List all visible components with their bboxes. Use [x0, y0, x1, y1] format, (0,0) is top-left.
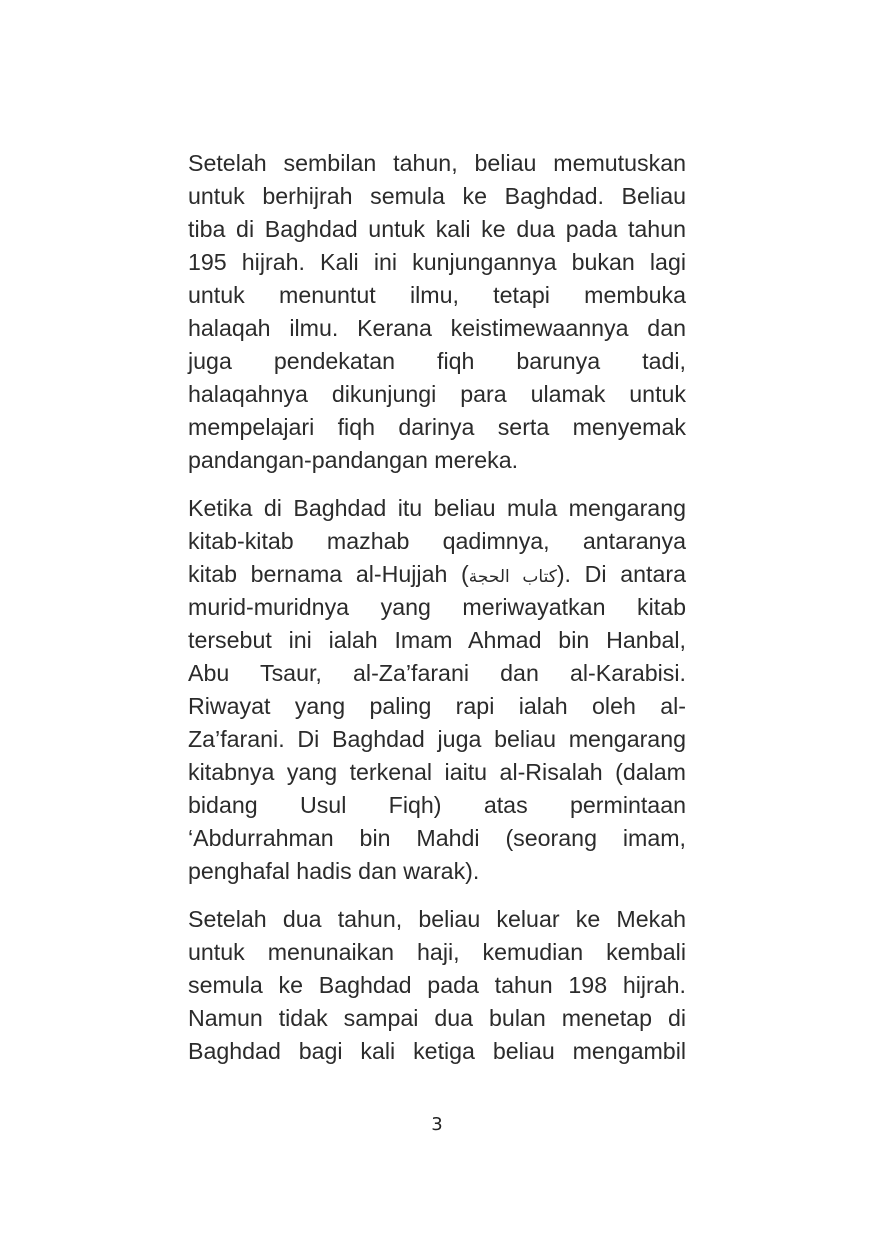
- text-segment: kitab bernama al-Hujjah (: [188, 561, 469, 587]
- text-line: Namun tidak sampai dua bulan menetap di: [188, 1005, 686, 1031]
- paragraph-1: [188, 147, 686, 477]
- text-line: tiba di Baghdad untuk kali ke dua pada tahun: [188, 216, 686, 242]
- text-line: tersebut ini ialah Imam Ahmad bin Hanbal,: [188, 627, 686, 653]
- text-line: kitabnya yang terkenal iaitu al-Risalah (dalam: [188, 759, 686, 785]
- page-number: 3: [431, 1114, 443, 1135]
- text-line: untuk menuntut ilmu, tetapi membuka: [188, 282, 686, 308]
- text-line: untuk berhijrah semula ke Baghdad. Beliau: [188, 183, 686, 209]
- text-line: halaqah ilmu. Kerana keistimewaannya dan: [188, 315, 686, 341]
- body-text: [188, 147, 686, 1083]
- text-line: mempelajari fiqh darinya serta menyemak: [188, 414, 686, 440]
- text-segment: ). Di antara: [556, 561, 686, 587]
- text-line-with-arabic: [188, 558, 686, 591]
- text-line: Baghdad bagi kali ketiga beliau mengambil: [188, 1038, 686, 1064]
- paragraph-3: [188, 903, 686, 1068]
- text-line: ‘Abdurrahman bin Mahdi (seorang imam,: [188, 825, 686, 851]
- text-line: semula ke Baghdad pada tahun 198 hijrah.: [188, 972, 686, 998]
- text-line: murid-muridnya yang meriwayatkan kitab: [188, 594, 686, 620]
- text-line: Za’farani. Di Baghdad juga beliau mengarang: [188, 726, 686, 752]
- arabic-book-title: كتاب الحجة: [468, 567, 557, 587]
- text-line: pandangan-pandangan mereka.: [188, 447, 519, 473]
- text-line: 195 hijrah. Kali ini kunjungannya bukan lagi: [188, 249, 686, 275]
- text-line: Abu Tsaur, al-Za’farani dan al-Karabisi.: [188, 660, 686, 686]
- text-line: kitab-kitab mazhab qadimnya, antaranya: [188, 528, 686, 554]
- text-line: bidang Usul Fiqh) atas permintaan: [188, 792, 686, 818]
- text-line: Setelah sembilan tahun, beliau memutuskan: [188, 150, 686, 176]
- text-line: Riwayat yang paling rapi ialah oleh al-: [188, 693, 686, 719]
- text-line: juga pendekatan fiqh barunya tadi,: [188, 348, 686, 374]
- paragraph-2: [188, 492, 686, 888]
- text-line: Setelah dua tahun, beliau keluar ke Mekah: [188, 906, 686, 932]
- text-line: penghafal hadis dan warak).: [188, 858, 480, 884]
- text-line: untuk menunaikan haji, kemudian kembali: [188, 939, 686, 965]
- text-line: halaqahnya dikunjungi para ulamak untuk: [188, 381, 686, 407]
- text-line: Ketika di Baghdad itu beliau mula mengarang: [188, 495, 686, 521]
